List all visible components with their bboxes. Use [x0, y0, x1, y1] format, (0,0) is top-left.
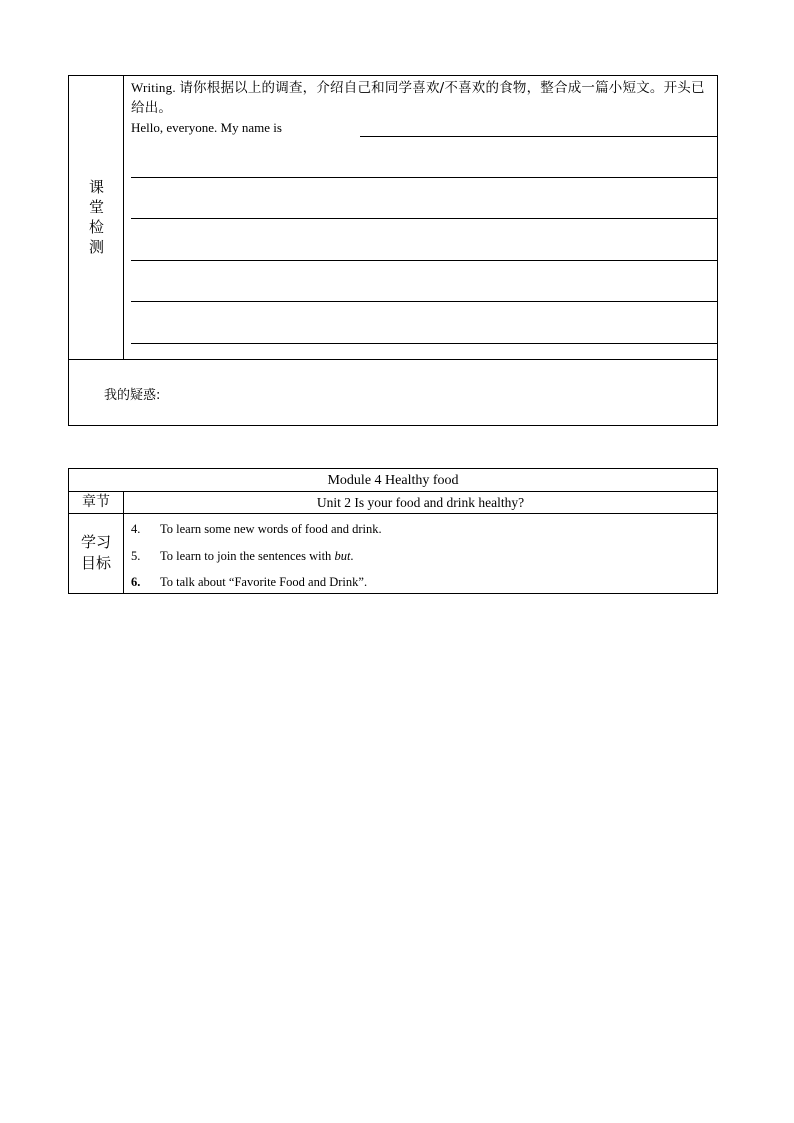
learning-goals-table: [68, 468, 718, 594]
classroom-check-table: [68, 75, 718, 426]
goal-number: 6.: [131, 575, 141, 589]
writing-prompt-en: Writing.: [131, 80, 176, 95]
classroom-check-label: [69, 177, 124, 257]
goal-number: 4.: [131, 522, 141, 536]
label-char: 堂: [88, 198, 104, 216]
goals-row: [69, 514, 717, 593]
unit-title: Unit 2 Is your food and drink healthy?: [316, 495, 525, 510]
goal-item: [131, 575, 367, 590]
label-char: 检: [88, 218, 104, 236]
goals-label-line: 学习: [80, 533, 111, 551]
chapter-label: 章节: [69, 492, 124, 513]
writing-prompt-cn: 请你根据以上的调查，介绍自己和同学喜欢/不喜欢的食物，整合成一篇小短文。开头已给出。: [131, 80, 705, 116]
writing-cell: [124, 76, 717, 359]
doubt-cell[interactable]: [69, 359, 717, 425]
writing-line[interactable]: [131, 301, 718, 302]
goal-text: To learn to join the sentences with: [160, 549, 335, 563]
goal-text-end: .: [350, 549, 354, 563]
goal-text: To talk about “Favorite Food and Drink”.: [160, 575, 368, 589]
label-char: 测: [88, 238, 104, 256]
doubt-label: 我的疑惑:: [104, 388, 161, 403]
writing-opening: Hello, everyone. My name is: [131, 120, 282, 135]
writing-line[interactable]: [131, 218, 718, 219]
writing-line[interactable]: [131, 260, 718, 261]
writing-line[interactable]: [131, 177, 718, 178]
goal-number: 5.: [131, 549, 141, 563]
writing-prompt: [131, 78, 717, 118]
goal-item: [131, 522, 382, 537]
module-title: Module 4 Healthy food: [69, 469, 717, 492]
goal-item: [131, 549, 354, 564]
label-char: 课: [88, 178, 104, 196]
goal-text: To learn some new words of food and drink.: [160, 522, 382, 536]
chapter-row: [69, 492, 717, 514]
goals-label-line: 目标: [80, 554, 111, 572]
goal-text-emphasis: but: [334, 549, 351, 563]
writing-line[interactable]: [360, 136, 718, 137]
classroom-check-label-cell: [69, 76, 124, 359]
goals-label: [69, 514, 124, 593]
writing-line[interactable]: [131, 343, 718, 344]
